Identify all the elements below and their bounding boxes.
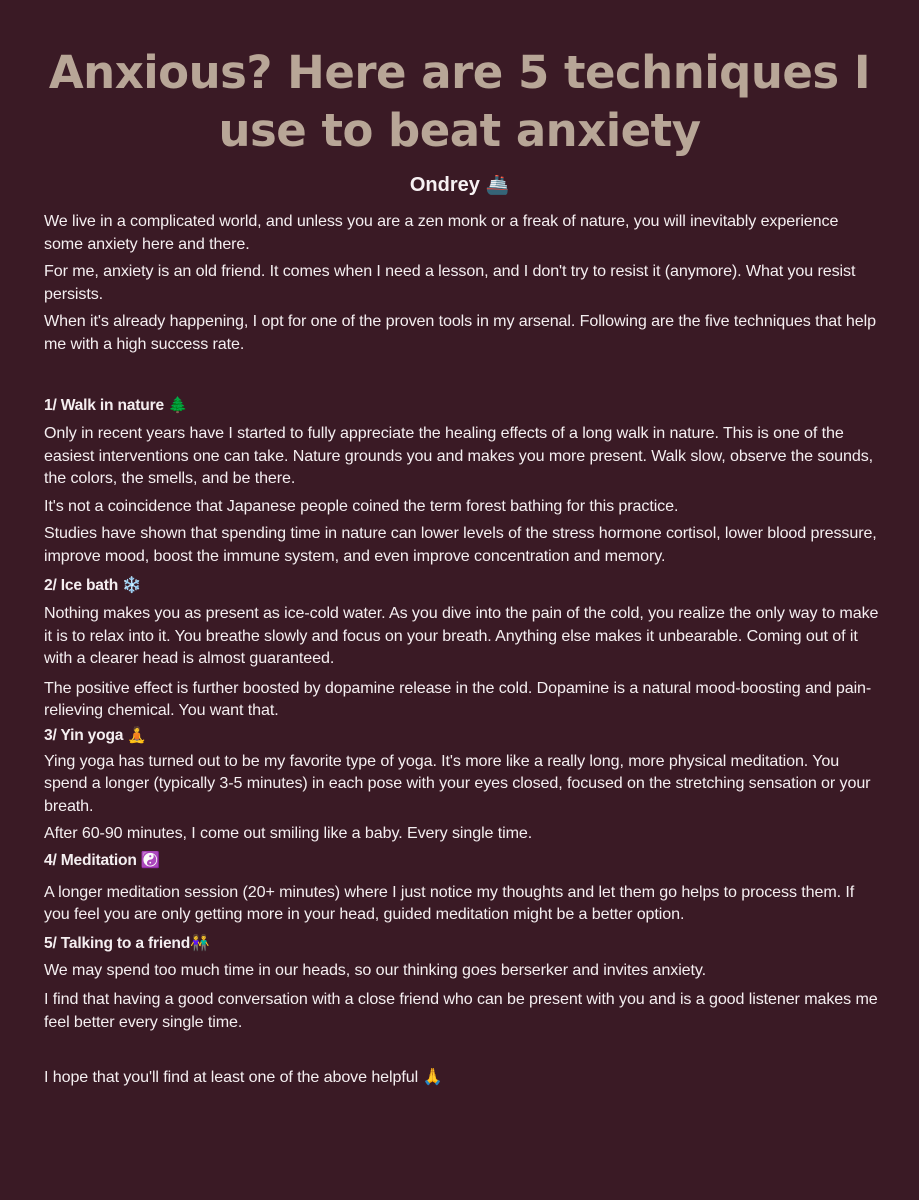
technique-paragraph: It's not a coincidence that Japanese people coined the term forest bathing for this practice.: [44, 496, 679, 515]
technique-heading-ice-bath: [44, 574, 880, 597]
technique-paragraph: Studies have shown that spending time in nature can lower levels of the stress hormone cortisol, lower blood pressure, improve mood, boost the immune system, and even improve concentration and memory.: [44, 524, 877, 565]
technique-paragraph: We may spend too much time in our heads, so our thinking goes berserker and invites anxiety.: [44, 960, 707, 979]
snowflake-icon: ❄️: [122, 576, 142, 594]
closing-text: I hope that you'll find at least one of the above helpful: [44, 1068, 419, 1086]
technique-paragraph: Only in recent years have I started to fully appreciate the healing effects of a long walk in nature. This is one of the easiest interventions one can take. Nature grounds you and makes you more present. Walk slow, observe the sounds, the colors, the smells, and be there.: [44, 424, 874, 487]
technique-heading-text: 2/ Ice bath: [44, 577, 119, 594]
intro-paragraph: For me, anxiety is an old friend. It comes when I need a lesson, and I don't try to resist it (anymore). What you resist persists.: [44, 262, 856, 303]
author-name: Ondrey: [409, 174, 480, 196]
intro-paragraph: We live in a complicated world, and unless you are a zen monk or a freak of nature, you will inevitably experience some anxiety here and there.: [44, 212, 839, 253]
technique-heading-text: 5/ Talking to a friend: [44, 934, 191, 952]
tree-icon: 🌲: [168, 396, 188, 414]
technique-heading-meditation: [44, 849, 880, 872]
friends-icon: 👫: [190, 933, 210, 952]
technique-heading-yin-yoga: [44, 724, 880, 747]
technique-heading-text: 1/ Walk in nature: [44, 397, 164, 414]
technique-paragraph: I find that having a good conversation with a close friend who can be present with you and is a good listener makes me feel better every single time.: [44, 990, 878, 1031]
folded-hands-icon: 🙏: [422, 1067, 443, 1086]
intro-paragraph: When it's already happening, I opt for one of the proven tools in my arsenal. Following are the five techniques that help me with a high success rate.: [44, 312, 876, 353]
author-line: [0, 171, 919, 199]
technique-paragraph: Nothing makes you as present as ice-cold water. As you dive into the pain of the cold, you realize the only way to make it is to relax into it. You breathe slowly and focus on your breath. Anything else makes it unbearable. Coming out of it with a clearer head is almost guaranteed.: [44, 604, 879, 667]
technique-heading-walk: [44, 394, 880, 417]
technique-paragraph: After 60-90 minutes, I come out smiling like a baby. Every single time.: [44, 824, 533, 842]
technique-heading-text: 4/ Meditation: [44, 851, 137, 869]
meditating-person-icon: 🧘: [127, 725, 147, 744]
article-body: [44, 210, 880, 1089]
technique-heading-text: 3/ Yin yoga: [44, 726, 124, 744]
closing-paragraph: [44, 1066, 880, 1089]
technique-paragraph: The positive effect is further boosted by dopamine release in the cold. Dopamine is a natural mood-boosting and pain-relieving chemical. You want that.: [44, 678, 872, 719]
technique-heading-talking: [44, 932, 880, 955]
ship-icon: 🚢: [485, 174, 510, 196]
article-title: Anxious? Here are 5 techniques I use to beat anxiety: [48, 46, 871, 157]
technique-paragraph: A longer meditation session (20+ minutes) where I just notice my thoughts and let them go helps to process them. If you feel you are only getting more in your head, guided meditation might be a better option.: [44, 882, 855, 923]
yin-yang-icon: ☯️: [140, 850, 161, 869]
technique-paragraph: Ying yoga has turned out to be my favorite type of yoga. It's more like a really long, more physical meditation. You spend a longer (typically 3-5 minutes) in each pose with your eyes closed, focused on the stretching sensation or your breath.: [44, 751, 871, 815]
